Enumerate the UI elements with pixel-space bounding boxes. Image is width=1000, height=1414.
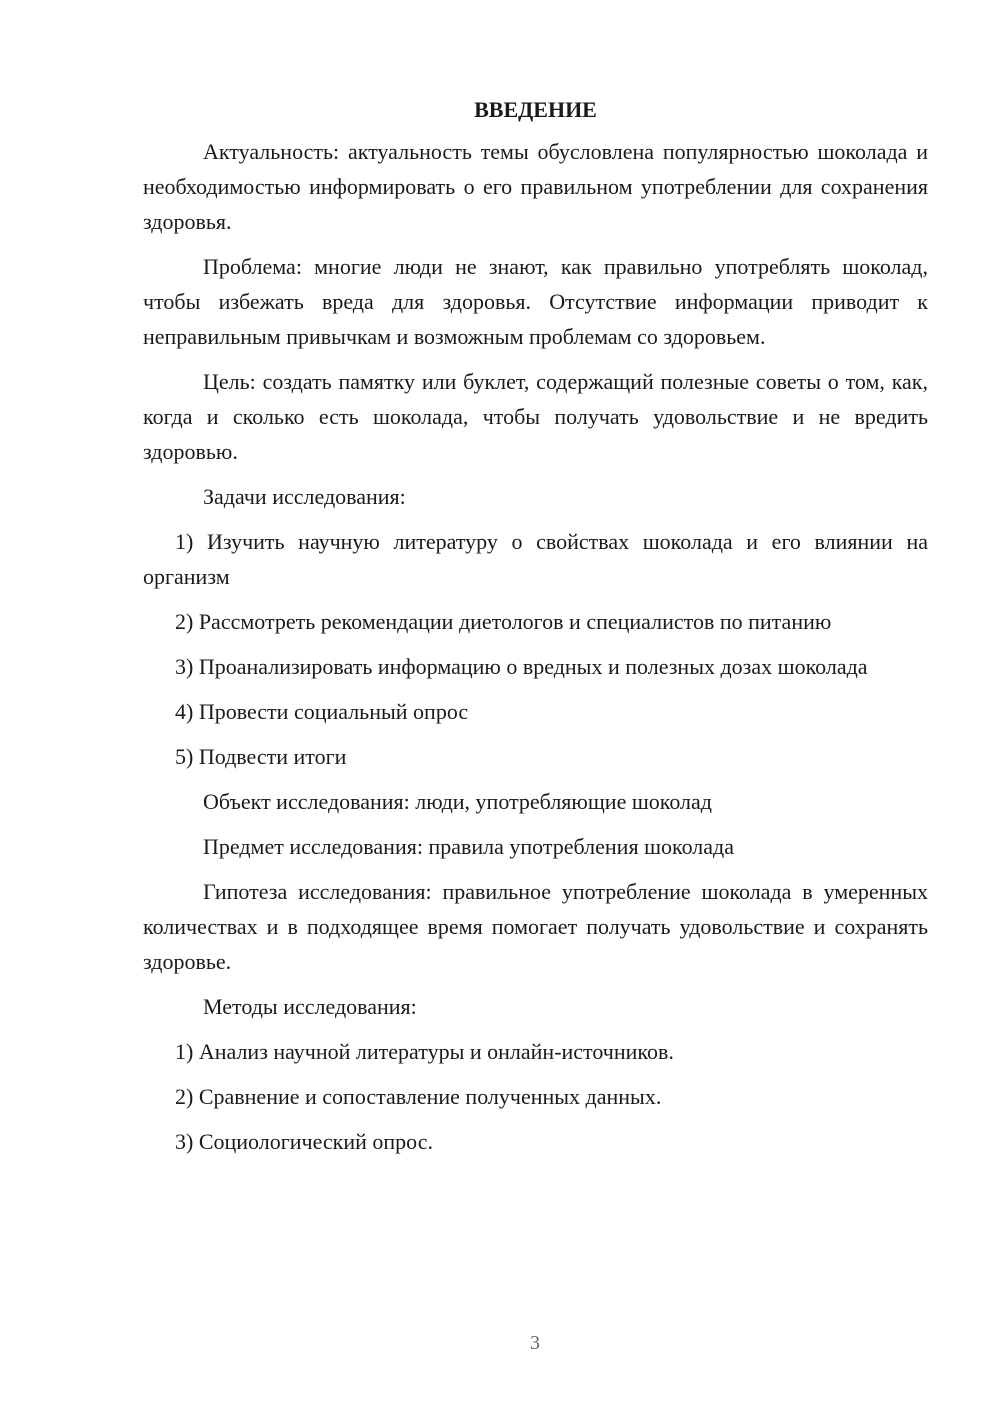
relevance-paragraph: Актуальность: актуальность темы обусловлена популярностью шоколада и необходимостью информировать о его правильном употреблении для сохранения здоровья. [143, 139, 928, 234]
tasks-heading: Задачи исследования: [203, 484, 406, 509]
research-object: Объект исследования: люди, употребляющие шоколад [203, 789, 712, 814]
goal-paragraph: Цель: создать памятку или буклет, содержащий полезные советы о том, как, когда и сколько есть шоколада, чтобы получать удовольствие и не вредить здоровью. [143, 369, 928, 464]
task-item-2: 2) Рассмотреть рекомендации диетологов и специалистов по питанию [175, 609, 832, 634]
task-item-3: 3) Проанализировать информацию о вредных и полезных дозах шоколада [175, 654, 868, 679]
problem-paragraph: Проблема: многие люди не знают, как правильно употреблять шоколад, чтобы избежать вреда для здоровья. Отсутствие информации приводит к неправильным привычкам и возможным проблемам со здоровьем. [143, 254, 928, 349]
task-item-1: 1) Изучить научную литературу о свойствах шоколада и его влиянии на организм [143, 529, 928, 589]
method-item-3: 3) Социологический опрос. [175, 1129, 433, 1154]
methods-heading: Методы исследования: [203, 994, 417, 1019]
task-item-4: 4) Провести социальный опрос [175, 699, 469, 724]
page-number: 3 [530, 1332, 540, 1354]
research-subject: Предмет исследования: правила употребления шоколада [203, 834, 734, 859]
document-page [143, 92, 928, 1169]
method-item-2: 2) Сравнение и сопоставление полученных данных. [175, 1084, 662, 1109]
section-title: ВВЕДЕНИЕ [474, 97, 597, 122]
method-item-1: 1) Анализ научной литературы и онлайн-источников. [175, 1039, 674, 1064]
task-item-5: 5) Подвести итоги [175, 744, 347, 769]
research-hypothesis: Гипотеза исследования: правильное употребление шоколада в умеренных количествах и в подходящее время помогает получать удовольствие и сохранять здоровье. [143, 879, 928, 974]
